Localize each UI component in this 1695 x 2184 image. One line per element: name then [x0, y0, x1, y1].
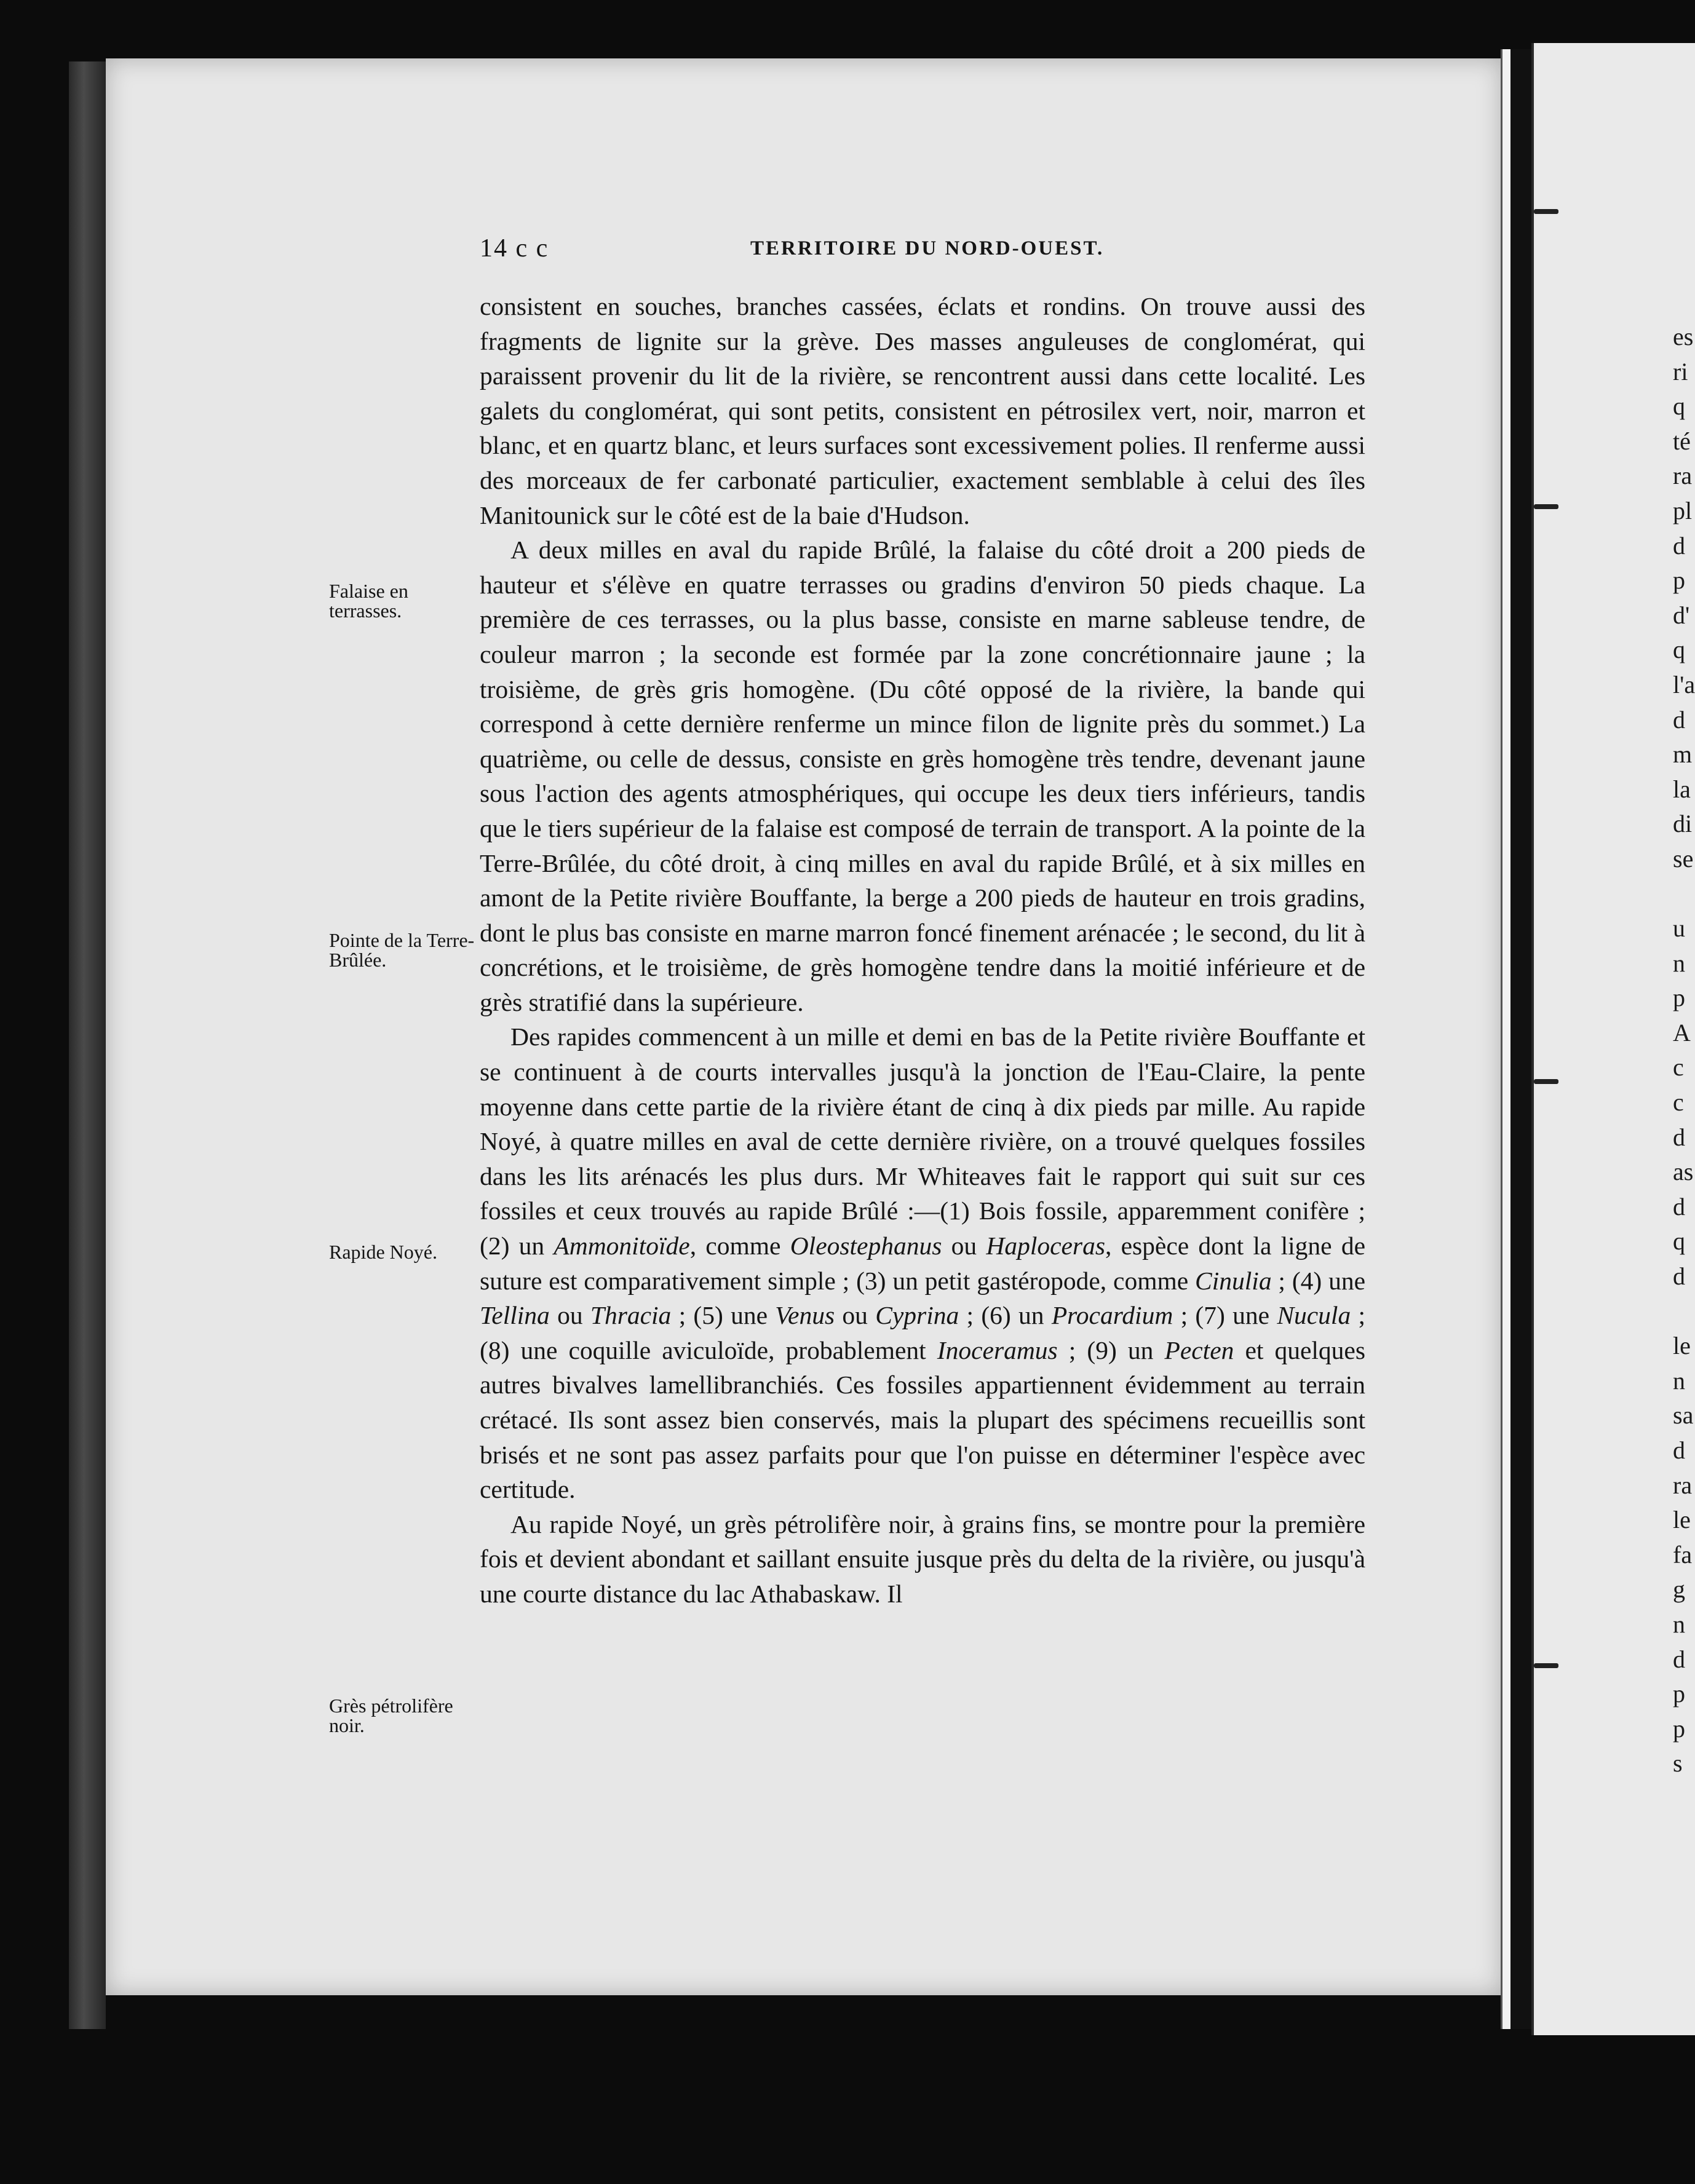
page-header [480, 234, 1365, 271]
facing-page-fragment: le [1673, 1506, 1691, 1534]
taxon-name: Tellina [480, 1301, 550, 1330]
facing-page-fragment: se [1673, 844, 1694, 872]
facing-page-fragment: d [1673, 1645, 1685, 1673]
facing-page-fragment: p [1673, 1714, 1685, 1743]
taxon-name: Nucula [1277, 1301, 1351, 1330]
side-note-falaise: Falaise en terrasses. [329, 580, 408, 622]
taxon-name: Procardium [1051, 1301, 1173, 1330]
facing-page-fragment: c [1673, 1088, 1684, 1117]
facing-page-fragment [1673, 877, 1695, 912]
taxon-name: Ammonitoïde [554, 1232, 690, 1260]
facing-page-fragment: fa [1673, 1540, 1693, 1569]
gutter-shadow [1510, 49, 1531, 2029]
paragraph: consistent en souches, branches cassées, éclats et rondins. On trouve aussi des fragments de lignite sur la grève. Des masses anguleuses de conglomérat, qui paraissent provenir du lit de la rivière, se rencontrent aussi dans cette localité. Les galets du conglomérat, qui sont petits, consistent en pétrosilex vert, noir, marron et blanc, et en quartz blanc, et leurs surfaces sont excessivement polies. Il renferme aussi des morceaux de fer carbonaté particulier, exactement semblable à celui des îles Manitounick sur le côté est de la baie d'Hudson. [480, 292, 1365, 529]
facing-page-fragment: pl [1673, 496, 1693, 524]
taxon-name: Oleostephanus [790, 1232, 942, 1260]
facing-page-fragment: ra [1673, 1471, 1693, 1499]
book-spine [69, 61, 106, 2029]
facing-page-fragment: m [1673, 740, 1693, 769]
running-title: TERRITOIRE DU NORD-OUEST. [750, 237, 1105, 259]
taxon-name: Cyprina [875, 1301, 959, 1330]
facing-page-fragment: as [1673, 1158, 1694, 1186]
facing-page-fragment: A [1673, 1018, 1691, 1046]
facing-page [1531, 43, 1695, 2035]
facing-page-fragment: d [1673, 1192, 1685, 1221]
side-note-gres: Grès pétrolifère noir. [329, 1695, 453, 1736]
facing-page-fragment: sa [1673, 1401, 1694, 1430]
facing-page-fragment: d' [1673, 601, 1690, 629]
binding-clip-mark [1534, 504, 1558, 509]
facing-page-fragment: c [1673, 1053, 1684, 1082]
side-note-pointe: Pointe de la Terre-Brûlée. [329, 929, 475, 971]
taxon-name: Thracia [590, 1301, 672, 1330]
facing-page-text [1673, 320, 1695, 1781]
facing-page-fragment: le [1673, 1332, 1691, 1360]
facing-page-fragment: ra [1673, 462, 1693, 490]
taxon-name: Pecten [1164, 1335, 1234, 1364]
body-text [480, 289, 1365, 1612]
facing-page-fragment: p [1673, 1680, 1685, 1708]
taxon-name: Cinulia [1195, 1266, 1272, 1295]
facing-page-fragment: p [1673, 984, 1685, 1012]
facing-page-fragment [1673, 1294, 1695, 1329]
facing-page-fragment: q [1673, 636, 1685, 664]
page-number: 14 c c [480, 234, 549, 263]
taxon-name: Venus [775, 1301, 835, 1330]
facing-page-fragment: di [1673, 810, 1693, 838]
taxon-name: Inoceramus [937, 1335, 1058, 1364]
binding-clip-mark [1534, 1663, 1558, 1668]
facing-page-fragment: d [1673, 705, 1685, 734]
facing-page-fragment: u [1673, 914, 1685, 943]
binding-clip-mark [1534, 209, 1558, 214]
facing-page-fragment: n [1673, 1610, 1685, 1638]
facing-page-fragment: d [1673, 1436, 1685, 1464]
paragraph: Au rapide Noyé, un grès pétrolifère noir, à grains fins, se montre pour la première fois et devient abondant et saillant ensuite jusque près du delta de la rivière, ou jusqu'à une courte distance du lac Athabaskaw. Il [480, 1509, 1365, 1608]
facing-page-fragment: s [1673, 1749, 1683, 1778]
binding-clip-mark [1534, 1079, 1558, 1084]
taxon-name: Haploceras [986, 1232, 1105, 1260]
facing-page-fragment: es [1673, 323, 1694, 350]
facing-page-fragment: la [1673, 775, 1691, 803]
facing-page-fragment: té [1673, 427, 1691, 455]
facing-page-fragment: n [1673, 949, 1685, 977]
facing-page-fragment: l'a [1673, 670, 1695, 698]
paragraph: A deux milles en aval du rapide Brûlé, la falaise du côté droit a 200 pieds de hauteur et s'élève en quatre terrasses ou gradins d'environ 50 pieds chaque. La première de ces terrasses, ou la plus basse, consiste en marne sableuse tendre, de couleur marron ; la seconde est formée par la zone concrétionnaire jaune ; la troisième, de grès gris homogène. (Du côté opposé de la rivière, la bande qui correspond à cette dernière renferme un mince filon de lignite près du sommet.) La quatrième, ou celle de dessus, consiste en grès homogène très tendre, devenant jaune sous l'action des agents atmosphériques, qui occupe les deux tiers inférieurs, tandis que le tiers supérieur de la falaise est composé de terrain de transport. A la pointe de la Terre-Brûlée, du côté droit, à cinq milles en aval du rapide Brûlé, et à six milles en amont de la Petite rivière Bouffante, la berge a 200 pieds de hauteur en trois gradins, dont le plus bas consiste en marne marron foncé finement arénacée ; le second, du lit à concrétions, et le troisième, de grès homogène tendre dans la moitié inférieure et de grès stratifié dans la supérieure. [480, 536, 1365, 1016]
facing-page-fragment: q [1673, 1227, 1685, 1256]
facing-page-fragment: d [1673, 531, 1685, 560]
side-note-rapide: Rapide Noyé. [329, 1241, 437, 1263]
facing-page-fragment: q [1673, 392, 1685, 421]
facing-page-fragment: n [1673, 1366, 1685, 1395]
facing-page-fragment: p [1673, 566, 1685, 595]
facing-page-fragment: g [1673, 1575, 1685, 1604]
facing-page-fragment: d [1673, 1262, 1685, 1291]
facing-page-fragment: d [1673, 1123, 1685, 1151]
facing-page-fragment: ri [1673, 357, 1688, 386]
paragraph: Des rapides commencent à un mille et demi en bas de la Petite rivière Bouffante et se continuent à de courts intervalles jusqu'à la jonction de l'Eau-Claire, la pente moyenne dans cette partie de la rivière étant de cinq à dix pieds par mille. Au rapide Noyé, à quatre milles en aval de cette dernière rivière, on a trouvé quelques fossiles dans les lits arénacés les plus durs. Mr Whiteaves fait le rapport qui suit sur ces fossiles et ceux trouvés au rapide Brûlé :—(1) Bois fossile, apparemment conifère ; (2) un Ammonitoïde, comme Oleostephanus ou Haploceras, espèce dont la ligne de suture est comparativement simple ; (3) un petit gastéropode, comme Cinulia ; (4) une Tellina ou Thracia ; (5) une Venus ou Cyprina ; (6) un Procardium ; (7) une Nucula ; (8) une coquille aviculoïde, probablement Inoceramus ; (9) un Pecten et quelques autres bivalves lamellibranchiés. Ces fossiles appartiennent évidemment au terrain crétacé. Ils sont assez bien conservés, mais la plupart des spécimens recueillis sont brisés et ne sont pas assez parfaits pour que l'on puisse en déterminer l'espèce avec certitude. [480, 1023, 1366, 1504]
